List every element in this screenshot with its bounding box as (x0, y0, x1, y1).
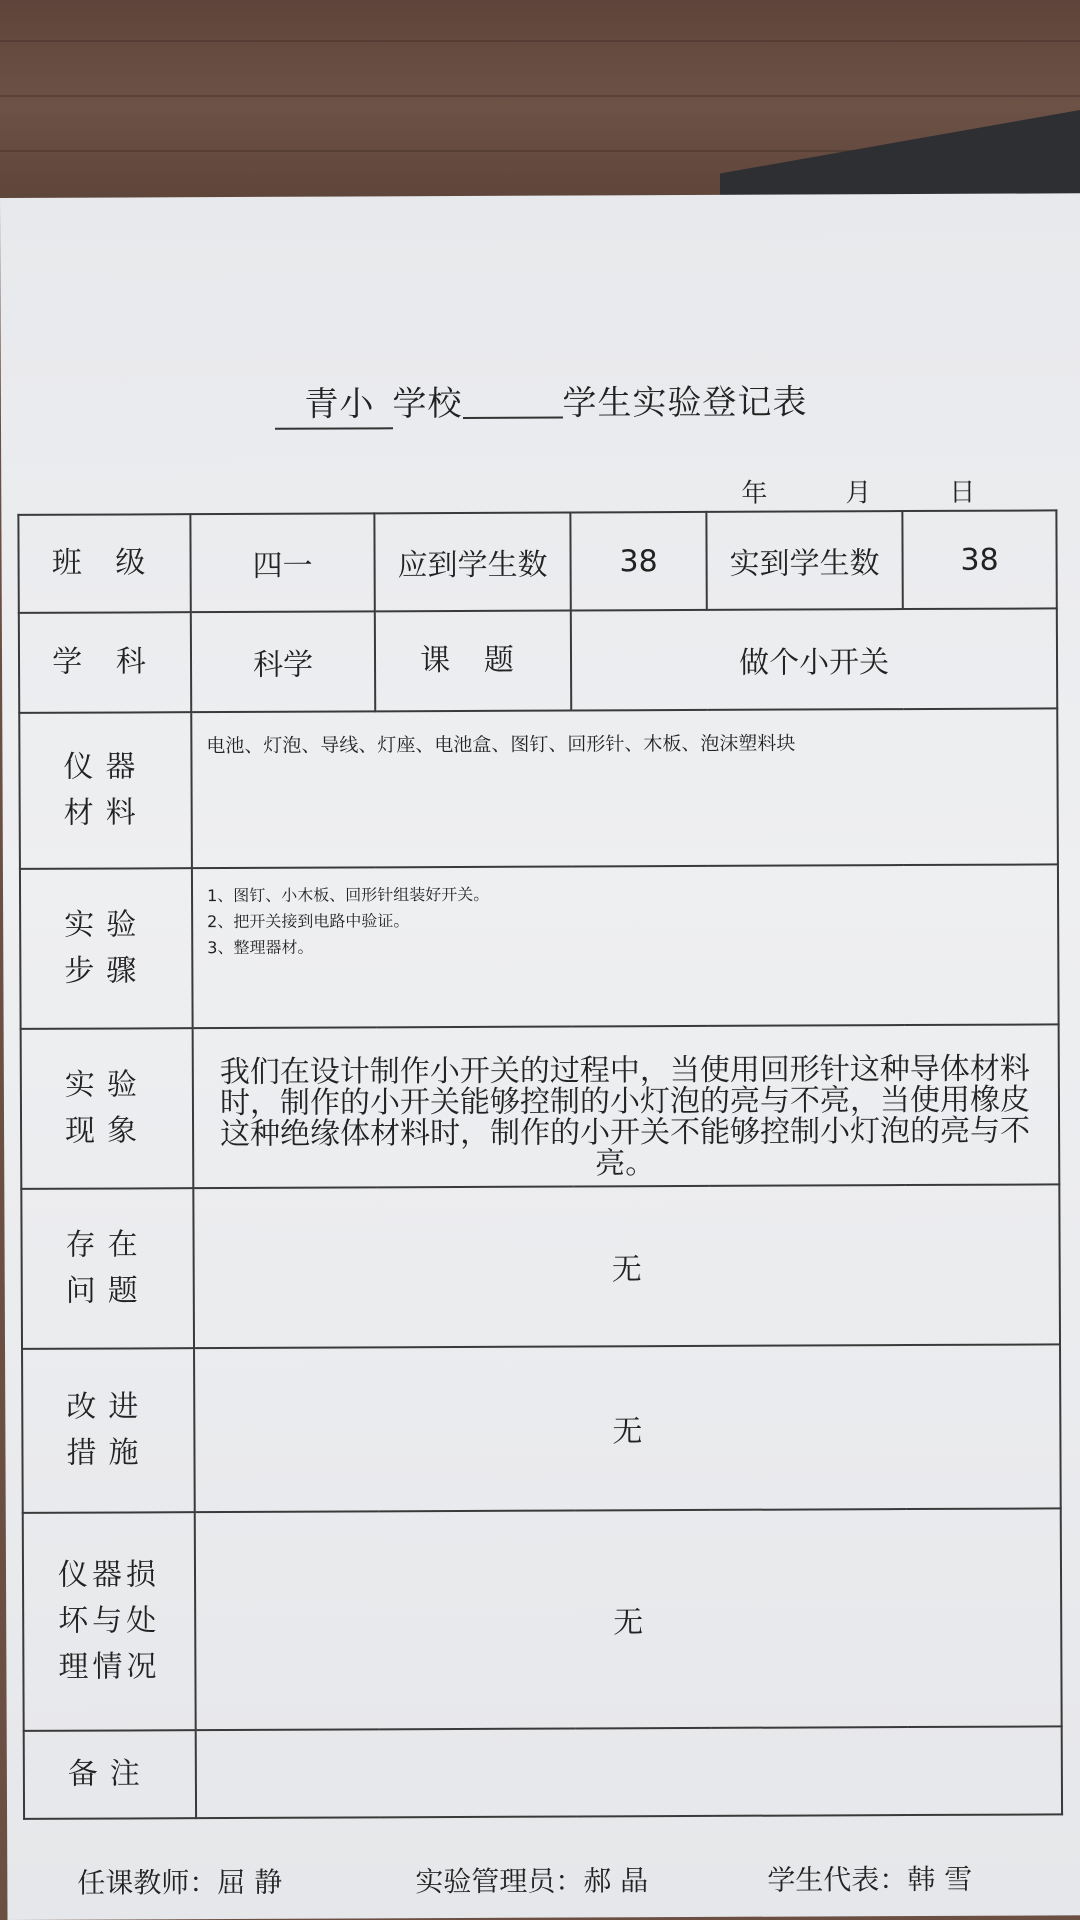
manager-signature: 实验管理员：郝 晶 (415, 1864, 649, 1899)
table-row (18, 510, 1056, 613)
list-item: 2、把开关接到电路中验证。 (207, 911, 410, 932)
registration-table (17, 509, 1063, 1820)
date-month: 月 (845, 478, 872, 509)
expected-students-value: 38 (570, 512, 706, 611)
topic-label: 课 题 (375, 611, 571, 712)
topic-value: 做个小开关 (571, 608, 1057, 710)
equipment-value: 电池、灯泡、导线、灯座、电池盒、图钉、回形针、木板、泡沫塑料块 (191, 708, 1058, 868)
damage-label: 仪器损 坏与处 理情况 (23, 1512, 196, 1731)
paper-sheet (0, 193, 1080, 1920)
table-row (20, 864, 1059, 1029)
remarks-label: 备注 (24, 1730, 196, 1819)
problems-label: 存在 问题 (21, 1188, 194, 1349)
phenomenon-label: 实验 现象 (21, 1028, 194, 1189)
form-name: 学生实验登记表 (562, 382, 808, 424)
improvements-label: 改进 措施 (22, 1348, 195, 1513)
table-row (22, 1344, 1061, 1513)
school-name: 青小 (274, 376, 392, 430)
list-item: 1、图钉、小木板、回形针组装好开关。 (207, 884, 490, 906)
subject-value: 科学 (191, 611, 375, 712)
title-blank (462, 387, 562, 419)
class-value: 四一 (190, 513, 374, 612)
subject-label: 学 科 (19, 612, 191, 713)
table-row (24, 1726, 1062, 1819)
table-row (19, 608, 1057, 713)
form-title (1, 373, 1080, 431)
table-row (21, 1184, 1060, 1349)
student-rep-signature: 学生代表：韩 雪 (767, 1862, 973, 1897)
remarks-value (196, 1726, 1062, 1818)
table-row (19, 708, 1058, 869)
table-row (23, 1508, 1062, 1731)
list-item: 3、整理器材。 (207, 937, 314, 958)
date-day: 日 (949, 477, 976, 508)
signature-line (7, 1857, 1080, 1900)
date-line (741, 472, 975, 510)
actual-students-value: 38 (902, 510, 1056, 609)
actual-students-label: 实到学生数 (706, 511, 902, 610)
equipment-label: 仪器 材料 (19, 712, 192, 869)
damage-value: 无 (195, 1508, 1062, 1730)
steps-label: 实验 步骤 (20, 868, 193, 1029)
expected-students-label: 应到学生数 (374, 513, 570, 612)
improvements-value: 无 (194, 1344, 1061, 1512)
class-label: 班 级 (18, 514, 190, 613)
teacher-signature: 任课教师：屈 静 (77, 1865, 283, 1900)
steps-list (192, 864, 1059, 1028)
table-row (21, 1024, 1060, 1189)
school-suffix: 学校 (392, 383, 463, 425)
problems-value: 无 (193, 1184, 1060, 1348)
phenomenon-value: 我们在设计制作小开关的过程中，当使用回形针这种导体材料时，制作的小开关能够控制的小灯泡的亮与不亮，当使用橡皮这种绝缘体材料时，制作的小开关不能够控制小灯泡的亮与不亮。 (193, 1024, 1060, 1188)
date-year: 年 (741, 478, 768, 509)
